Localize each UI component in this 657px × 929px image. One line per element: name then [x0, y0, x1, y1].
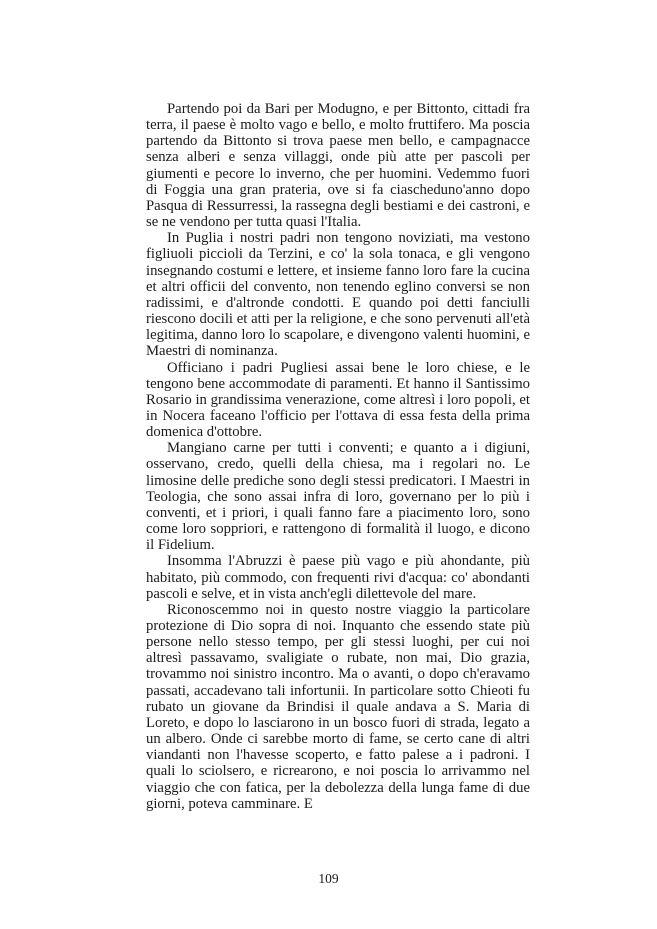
paragraph-mangiano: Mangiano carne per tutti i conventi; e quanto a i digiuni, osservano, credo, quelli della chiesa, ma i regolari no. Le limosine delle prediche sono degli stessi predicatori. I Maestri in Teologia, che sono assai infra di loro, governano per lo più i conventi, et i priori, i quali fanno fare a piacimento loro, sono come loro soppriori, e rattengono di formalità il luogo, e dicono il Fidelium. — [146, 440, 530, 554]
paragraph-riconoscemmo: Riconoscemmo noi in questo nostre viaggio la particolare protezione di Dio sopra di noi. Inquanto che essendo state più persone nello stesso tempo, per gli stessi luoghi, per cui noi altresì passavamo, svaligiate o rubate, non mai, Dio grazia, trovammo noi sinistro incontro. Ma o avanti, o dopo ch'eravamo passati, accadevano tali infortunii. In particolare sotto Chieoti fu rubato un giovane da Brindisi il quale andava a S. Maria di Loreto, e dopo lo lasciarono in un bosco fuori di strada, legato a un albero. Onde ci sarebbe morto di fame, se certo cane di altri viandanti non l'havesse scoperto, e fatto palese a i padroni. I quali lo sciolsero, e ricrearono, e noi poscia lo arrivammo nel viaggio che con fatica, per la debolezza della lunga fame di due giorni, poteva camminare. E — [146, 601, 530, 812]
body-text — [146, 101, 530, 812]
paragraph-abruzzi: Insomma l'Abruzzi è paese più vago e più ahondante, più habitato, più commodo, con frequenti rivi d'acqua: co' abondanti pascoli e selve, et in vista anch'egli dilettevole del mare. — [146, 553, 530, 602]
paragraph-puglia-noviziati: In Puglia i nostri padri non tengono noviziati, ma vestono figliuoli piccioli da Terzini, e co' la sola tonaca, e gli vengono insegnando costumi e lettere, et insieme fanno loro fare la cucina et altri officii del convento, non tenendo eglino conversi se non radissimi, e d'altronde condotti. E quando poi detti fanciulli riescono docili et atti per la religione, e che sono pervenuti all'età legitima, danno loro lo scapolare, e divengono valenti huomini, e Maestri di nominanza. — [146, 230, 530, 360]
paragraph-foggia: Partendo poi da Bari per Modugno, e per Bittonto, cittadi fra terra, il paese è molto vago e bello, e molto fruttifero. Ma poscia partendo da Bittonto si trova paese men bello, e campagnacce senza alberi e senza villaggi, onde più atte per pascoli per giumenti e pecore lo inverno, che per huomini. Vedemmo fuori di Foggia una gran prateria, ove si fa ciascheduno'anno dopo Pasqua di Ressurressi, la rassegna degli bestiami e dei castroni, e se ne vendono per tutta quasi l'Italia. — [146, 101, 530, 231]
paragraph-officiano: Officiano i padri Pugliesi assai bene le loro chiese, e le tengono bene accommodate di paramenti. Et hanno il Santissimo Rosario in grandissima venerazione, come altresì i loro popoli, et in Nocera faceano l'officio per l'ottava di essa festa della prima domenica d'ottobre. — [146, 359, 530, 441]
page-number: 109 — [318, 871, 339, 886]
